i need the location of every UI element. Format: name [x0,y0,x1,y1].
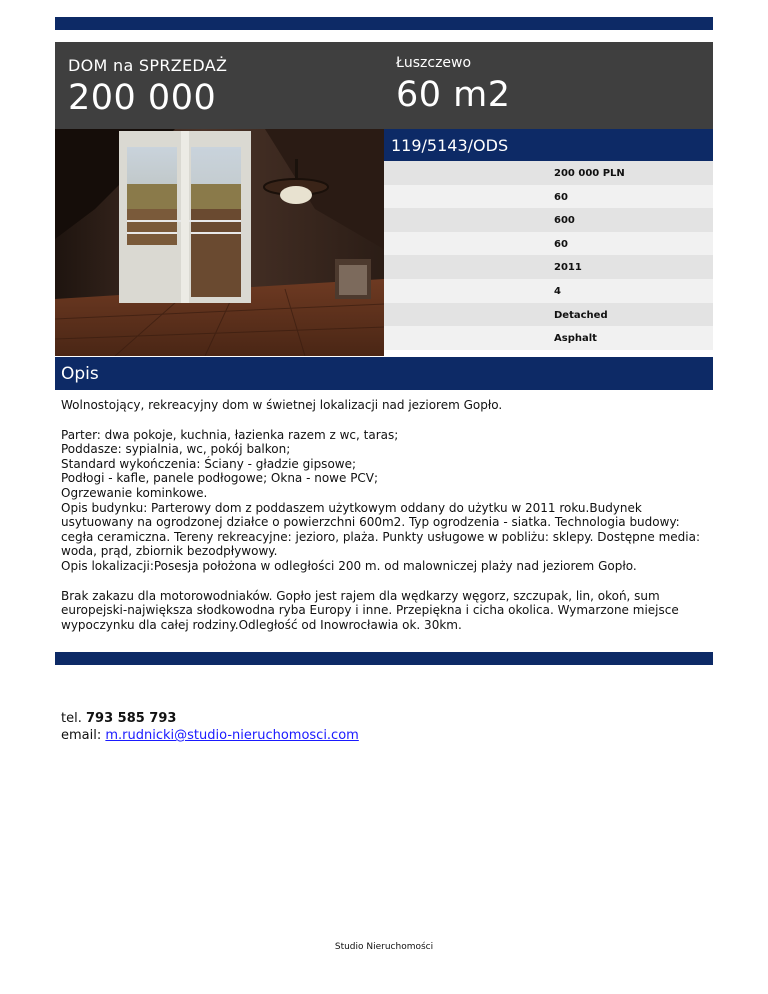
property-photo [55,129,384,356]
description-body [61,398,711,647]
email-line [61,727,359,744]
top-divider-bar [55,17,713,30]
description-heading: Opis [55,357,713,390]
property-price: 200 000 [68,78,217,118]
description-paragraph: Parter: dwa pokoje, kuchnia, łazienka razem z wc, taras; Poddasze: sypialnia, wc, pokój balkon; Standard wykończenia: Ściany - gładzie gipsowe; Podłogi - kafle, panele podłogowe; Okna - nowe PCV; Ogrzewanie kominkowe. Opis budynku: Parterowy dom z poddaszem użytkowym oddany do użytku w 2011 roku.Budynek usytuowany na ogrodzonej działce o powierzchni 600m2. Typ ogrodzenia - siatka. Technologia budowy: cegła ceramiczna. Tereny rekreacyjne: jezioro, plaża. Punkty usługowe w pobliżu: sklepy. Dostępne media: woda, prąd, zbiornik bezodpływowy. Opis lokalizacji:Posesja położona w odległości 200 m. od malowniczej plaży nad jeziorem Gopło. [61,427,701,573]
description-paragraph: Brak zakazu dla motorowodniaków. Gopło jest rajem dla wędkarzy węgorz, szczupak, lin, okoń, sum europejski-największa słodkowodna ryba Europy i inne. Przepiękna i cicha okolica. Wymarzone miejsce wypoczynku dla całej rodziny.Odległość od Inowrocławia ok. 30km. [61,588,679,632]
contact-block [61,710,359,744]
email-label: email: [61,728,102,743]
detail-road-type-value: Asphalt [384,326,713,350]
detail-row: 60 [384,232,713,256]
phone-number: 793 585 793 [85,711,177,726]
detail-price-value: 200 000 PLN [384,161,713,185]
detail-row: 600 [384,208,713,232]
email-link[interactable]: m.rudnicki@studio-nieruchomosci.com [105,728,359,743]
phone-label: tel. [61,711,82,726]
detail-row: 4 [384,279,713,303]
description-paragraph: Wolnostojący, rekreacyjny dom w świetnej lokalizacji nad jeziorem Gopło. [61,398,503,412]
details-table [384,161,713,350]
property-type: DOM na SPRZEDAŻ [68,56,228,75]
detail-row: 60 [384,185,713,209]
listing-reference: 119/5143/ODS [384,129,713,161]
detail-building-type-value: Detached [384,303,713,327]
footer-text: Studio Nieruchomości [334,942,434,952]
phone-line [61,710,359,727]
listing-header [55,42,713,129]
property-location: Łuszczewo [396,55,472,71]
bottom-divider-bar [55,652,713,665]
property-area: 60 m2 [396,75,511,115]
detail-year-value: 2011 [384,255,713,279]
